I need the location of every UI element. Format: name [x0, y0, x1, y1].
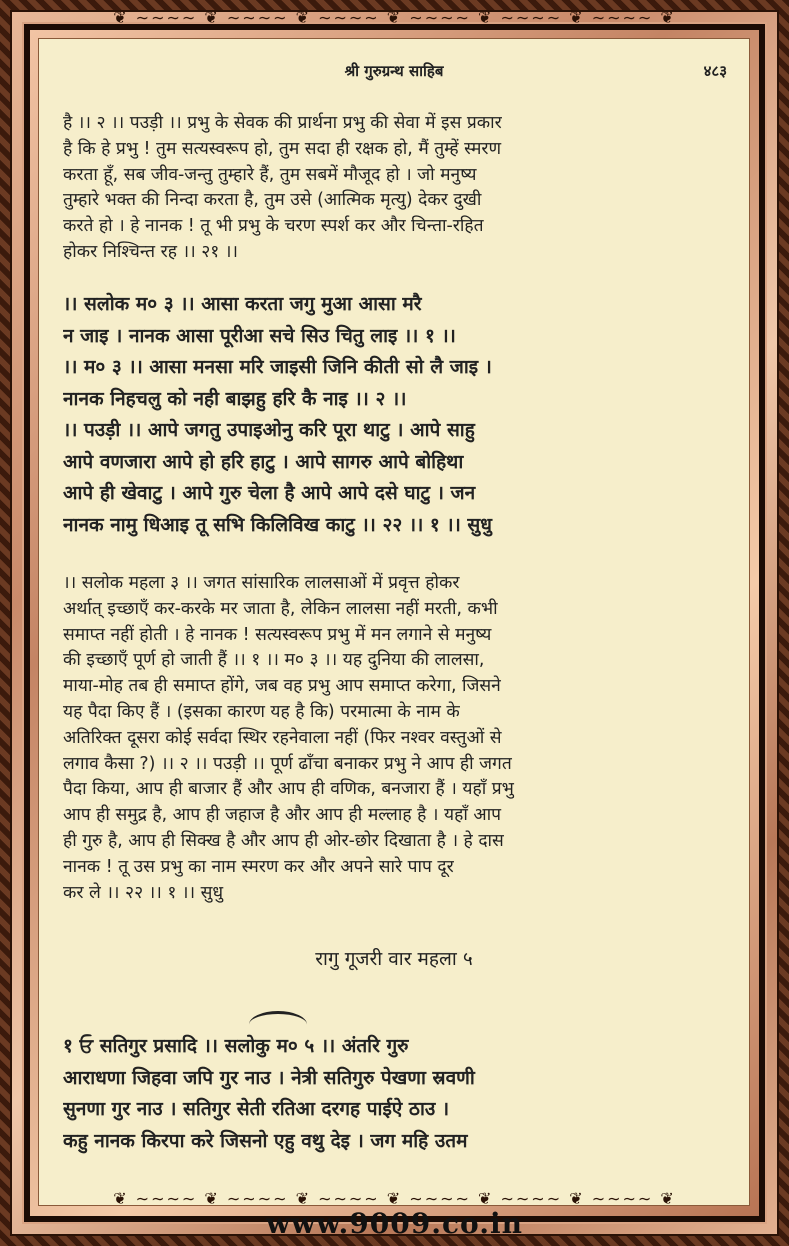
page-title: श्री गुरुग्रन्थ साहिब	[344, 62, 444, 80]
text-line: ।। सलोक महला ३ ।। जगत सांसारिक लालसाओं में प्रवृत्त होकर	[63, 573, 460, 593]
text-line: पैदा किया, आप ही बाजार हैं और आप ही वणिक, बनजारा हैं । यहाँ प्रभु	[63, 779, 514, 800]
text-line: ही गुरु है, आप ही सिक्ख है और आप ही ओर-छोर दिखाता है । हे दास	[63, 830, 504, 851]
section-heading: रागु गूजरी वार महला ५	[315, 948, 473, 970]
page-header	[39, 61, 749, 85]
verse-line: ।। पउड़ी ।। आपे जगतु उपाइओनु करि पूरा थाटु । आपे साहु	[63, 419, 475, 441]
text-line: करता हूँ, सब जीव-जन्तु तुम्हारे हैं, तुम सबमें मौजूद हो । जो मनुष्य	[63, 164, 477, 185]
verse-line: सुनणा गुर नाउ । सतिगुर सेती रतिआ दरगह पाईऐ ठाउ ।	[63, 1098, 450, 1120]
gurbani-verse-2	[63, 1031, 727, 1157]
text-line: अतिरिक्त दूसरा कोई सर्वदा स्थिर रहनेवाला नहीं (फिर नश्वर वस्तुओं से	[63, 727, 502, 748]
frame-ornament-bottom: ❦ ∼∼∼∼ ❦ ∼∼∼∼ ❦ ∼∼∼∼ ❦ ∼∼∼∼ ❦ ∼∼∼∼ ❦ ∼∼∼∼ ❦	[113, 1189, 676, 1208]
translation-paragraph-1	[63, 111, 727, 266]
text-line: है ।। २ ।। पउड़ी ।। प्रभु के सेवक की प्रार्थना प्रभु की सेवा में इस प्रकार	[63, 113, 502, 133]
verse-line: न जाइ । नानक आसा पूरीआ सचे सिउ चितु लाइ ।। १ ।।	[63, 324, 456, 347]
text-line: की इच्छाएँ पूर्ण हो जाती हैं ।। १ ।। म० ३ ।। यह दुनिया की लालसा,	[63, 650, 485, 671]
verse-line: आपे ही खेवाटु । आपे गुरु चेला है आपे आपे दसे घाटु । जन	[63, 482, 476, 504]
text-line: आप ही समुद्र है, आप ही जहाज है और आप ही मल्लाह है । यहाँ आप	[63, 805, 502, 826]
verse-line: आराधणा जिहवा जपि गुर नाउ । नेत्री सतिगुरु पेखणा स्रवणी	[63, 1066, 475, 1089]
verse-line: कहु नानक किरपा करे जिसनो एहु वथु देइ । जग महि उतम	[63, 1129, 468, 1152]
text-line: होकर निश्चिन्त रह ।। २१ ।।	[63, 241, 239, 262]
verse-line: ।। म० ३ ।। आसा मनसा मरि जाइसी जिनि कीती सो लै जाइ ।	[63, 356, 492, 378]
text-line: कर ले ।। २२ ।। १ ।। सुधु	[63, 882, 224, 903]
text-line: समाप्त नहीं होती । हे नानक ! सत्यस्वरूप प्रभु में मन लगाने से मनुष्य	[63, 624, 492, 645]
book-page	[38, 38, 750, 1206]
gurbani-verse-1	[63, 289, 727, 541]
text-line: यह पैदा किए हैं । (इसका कारण यह है कि) परमात्मा के नाम के	[63, 701, 460, 722]
frame-ornament-top: ❦ ∼∼∼∼ ❦ ∼∼∼∼ ❦ ∼∼∼∼ ❦ ∼∼∼∼ ❦ ∼∼∼∼ ❦ ∼∼∼∼ ❦	[113, 8, 676, 27]
website-watermark: www.9009.co.in	[266, 1207, 523, 1240]
verse-line: आपे वणजारा आपे हो हरि हाटु । आपे सागरु आपे बोहिथा	[63, 450, 464, 473]
text-line: अर्थात् इच्छाएँ कर-करके मर जाता है, लेकिन लालसा नहीं मरती, कभी	[63, 598, 498, 619]
verse-line: १ ਓ सतिगुर प्रसादि ।। सलोकु म० ५ ।। अंतरि गुरु	[63, 1035, 409, 1057]
translation-paragraph-2	[63, 571, 727, 906]
verse-line: नानक नामु धिआइ तू सभि किलिविख काटु ।। २२ ।। १ ।। सुधु	[63, 513, 492, 536]
text-line: तुम्हारे भक्त की निन्दा करता है, तुम उसे (आत्मिक मृत्यु) देकर दुखी	[63, 190, 482, 211]
page-number: ४८३	[703, 62, 727, 80]
verse-line: नानक निहचलु को नही बाझहु हरि कै नाइ ।। २ ।।	[63, 387, 407, 410]
text-line: है कि हे प्रभु ! तुम सत्यस्वरूप हो, तुम सदा ही रक्षक हो, मैं तुम्हें स्मरण	[63, 138, 502, 159]
verse-line: ।। सलोक म० ३ ।। आसा करता जगु मुआ आसा मरै	[63, 293, 422, 315]
text-line: माया-मोह तब ही समाप्त होंगे, जब वह प्रभु आप समाप्त करेगा, जिसने	[63, 676, 501, 697]
text-line: करते हो । हे नानक ! तू भी प्रभु के चरण स्पर्श कर और चिन्ता-रहित	[63, 216, 484, 237]
text-line: नानक ! तू उस प्रभु का नाम स्मरण कर और अपने सारे पाप दूर	[63, 856, 454, 877]
text-line: लगाव कैसा ?) ।। २ ।। पउड़ी ।। पूर्ण ढाँचा बनाकर प्रभु ने आप ही जगत	[63, 753, 512, 774]
